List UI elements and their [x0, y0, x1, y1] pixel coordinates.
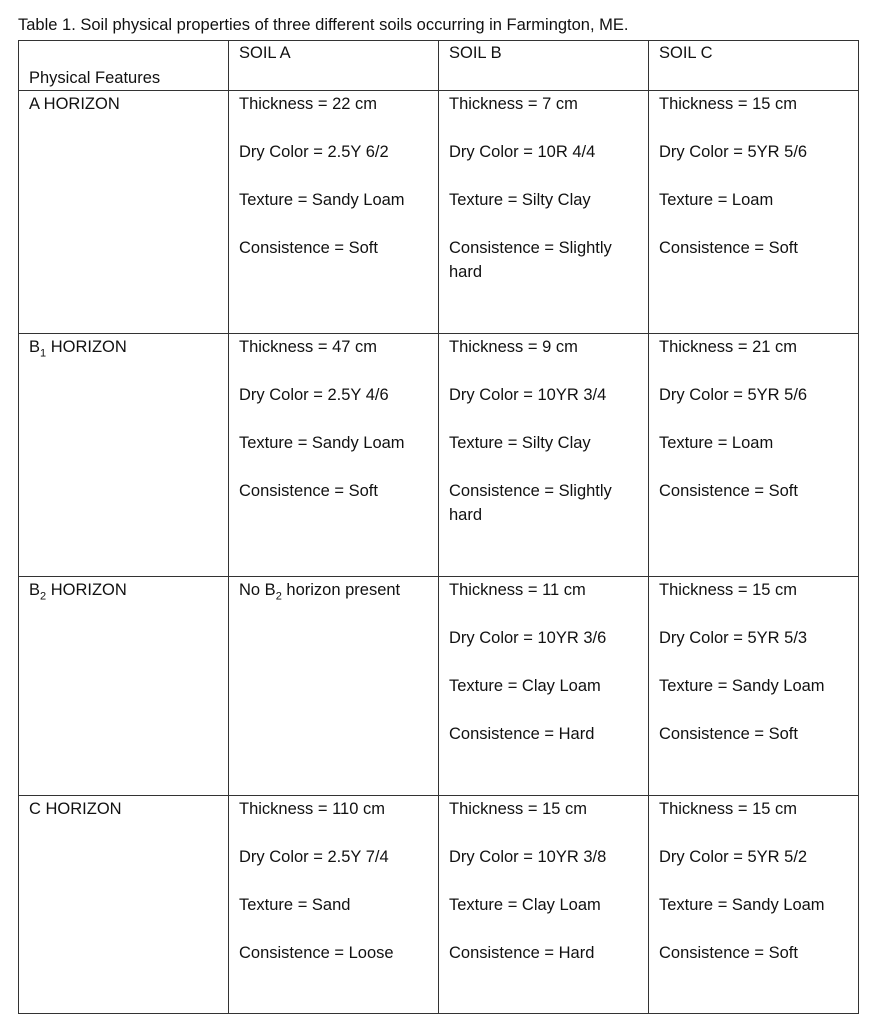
horizon-label-a	[19, 91, 228, 116]
header-soil-b	[439, 41, 649, 91]
texture-value: Texture = Silty Clay	[449, 191, 591, 209]
texture-value: Texture = Silty Clay	[449, 434, 591, 452]
texture-value: Texture = Sandy Loam	[239, 191, 405, 209]
soil-b-cell-c-horizon	[439, 796, 649, 1014]
consistence-value: Consistence = Soft	[659, 944, 798, 962]
header-soil-a-label: SOIL A	[239, 44, 291, 62]
horizon-label-b1-subscript: 1	[40, 347, 47, 360]
no-horizon-note	[239, 578, 428, 602]
table-row-b2-horizon	[19, 577, 859, 796]
thickness-value: Thickness = 7 cm	[449, 95, 578, 113]
thickness-value: Thickness = 15 cm	[449, 800, 588, 818]
soil-b-cell-a-horizon	[439, 91, 649, 334]
horizon-label-b1	[19, 334, 228, 359]
horizon-cell-c	[19, 796, 229, 1014]
dry-color-value: Dry Color = 10R 4/4	[449, 143, 596, 161]
soil-a-cell-b1-horizon	[229, 334, 439, 577]
thickness-value: Thickness = 47 cm	[239, 338, 378, 356]
horizon-cell-b1	[19, 334, 229, 577]
texture-value: Texture = Sandy Loam	[659, 896, 825, 914]
thickness-value: Thickness = 11 cm	[449, 581, 586, 599]
table-caption: Table 1. Soil physical properties of three different soils occurring in Farmington, ME.	[18, 16, 629, 34]
dry-color-value: Dry Color = 10YR 3/4	[449, 386, 607, 404]
horizon-label-b1-main: B	[29, 338, 41, 356]
soil-c-cell-b1-horizon	[649, 334, 859, 577]
header-soil-b-label: SOIL B	[449, 44, 502, 62]
horizon-label-b2-rest: HORIZON	[46, 581, 127, 599]
thickness-value: Thickness = 110 cm	[239, 800, 385, 818]
horizon-cell-b2	[19, 577, 229, 796]
soil-a-cell-c-horizon	[229, 796, 439, 1014]
header-physical-features-label: Physical Features	[29, 69, 161, 87]
texture-value: Texture = Sand	[239, 896, 351, 914]
consistence-value: Consistence = Soft	[659, 482, 798, 500]
consistence-value: Consistence = Slightly hard	[449, 239, 612, 281]
no-horizon-note-post: horizon present	[281, 581, 401, 599]
consistence-value: Consistence = Loose	[239, 944, 394, 962]
table-row-a-horizon	[19, 91, 859, 334]
header-soil-c-label: SOIL C	[659, 44, 713, 62]
texture-value: Texture = Clay Loam	[449, 896, 601, 914]
dry-color-value: Dry Color = 2.5Y 6/2	[239, 143, 389, 161]
dry-color-value: Dry Color = 2.5Y 4/6	[239, 386, 389, 404]
dry-color-value: Dry Color = 10YR 3/8	[449, 848, 607, 866]
header-soil-c	[649, 41, 859, 91]
texture-value: Texture = Loam	[659, 434, 774, 452]
horizon-label-a-text: A HORIZON	[29, 95, 120, 113]
horizon-label-c	[19, 796, 228, 821]
horizon-label-b2-main: B	[29, 581, 41, 599]
thickness-value: Thickness = 15 cm	[659, 95, 798, 113]
dry-color-value: Dry Color = 10YR 3/6	[449, 629, 607, 647]
consistence-value: Consistence = Hard	[449, 725, 595, 743]
thickness-value: Thickness = 22 cm	[239, 95, 378, 113]
soil-c-cell-c-horizon	[649, 796, 859, 1014]
dry-color-value: Dry Color = 5YR 5/3	[659, 629, 808, 647]
table-row-b1-horizon	[19, 334, 859, 577]
horizon-label-b2-subscript: 2	[40, 590, 47, 603]
texture-value: Texture = Clay Loam	[449, 677, 601, 695]
consistence-value: Consistence = Soft	[239, 239, 378, 257]
soil-properties-table	[18, 40, 859, 1014]
table-row-c-horizon	[19, 796, 859, 1014]
header-soil-a	[229, 41, 439, 91]
consistence-value: Consistence = Hard	[449, 944, 595, 962]
horizon-label-b1-rest: HORIZON	[46, 338, 127, 356]
texture-value: Texture = Loam	[659, 191, 774, 209]
horizon-label-b2	[19, 577, 228, 602]
dry-color-value: Dry Color = 5YR 5/6	[659, 143, 808, 161]
consistence-value: Consistence = Soft	[659, 725, 798, 743]
table-header-row	[19, 41, 859, 91]
dry-color-value: Dry Color = 2.5Y 7/4	[239, 848, 389, 866]
consistence-value: Consistence = Soft	[239, 482, 378, 500]
soil-a-cell-b2-horizon	[229, 577, 439, 796]
dry-color-value: Dry Color = 5YR 5/6	[659, 386, 808, 404]
soil-b-cell-b2-horizon	[439, 577, 649, 796]
texture-value: Texture = Sandy Loam	[239, 434, 405, 452]
header-physical-features	[19, 41, 229, 91]
soil-b-cell-b1-horizon	[439, 334, 649, 577]
thickness-value: Thickness = 21 cm	[659, 338, 798, 356]
horizon-cell-a	[19, 91, 229, 334]
soil-c-cell-b2-horizon	[649, 577, 859, 796]
soil-c-cell-a-horizon	[649, 91, 859, 334]
thickness-value: Thickness = 15 cm	[659, 800, 798, 818]
no-horizon-note-subscript: 2	[275, 590, 282, 603]
consistence-value: Consistence = Soft	[659, 239, 798, 257]
consistence-value: Consistence = Slightly hard	[449, 482, 612, 524]
thickness-value: Thickness = 15 cm	[659, 581, 798, 599]
horizon-label-c-text: C HORIZON	[29, 800, 122, 818]
texture-value: Texture = Sandy Loam	[659, 677, 825, 695]
no-horizon-note-pre: No B	[239, 581, 276, 599]
soil-a-cell-a-horizon	[229, 91, 439, 334]
thickness-value: Thickness = 9 cm	[449, 338, 578, 356]
dry-color-value: Dry Color = 5YR 5/2	[659, 848, 808, 866]
